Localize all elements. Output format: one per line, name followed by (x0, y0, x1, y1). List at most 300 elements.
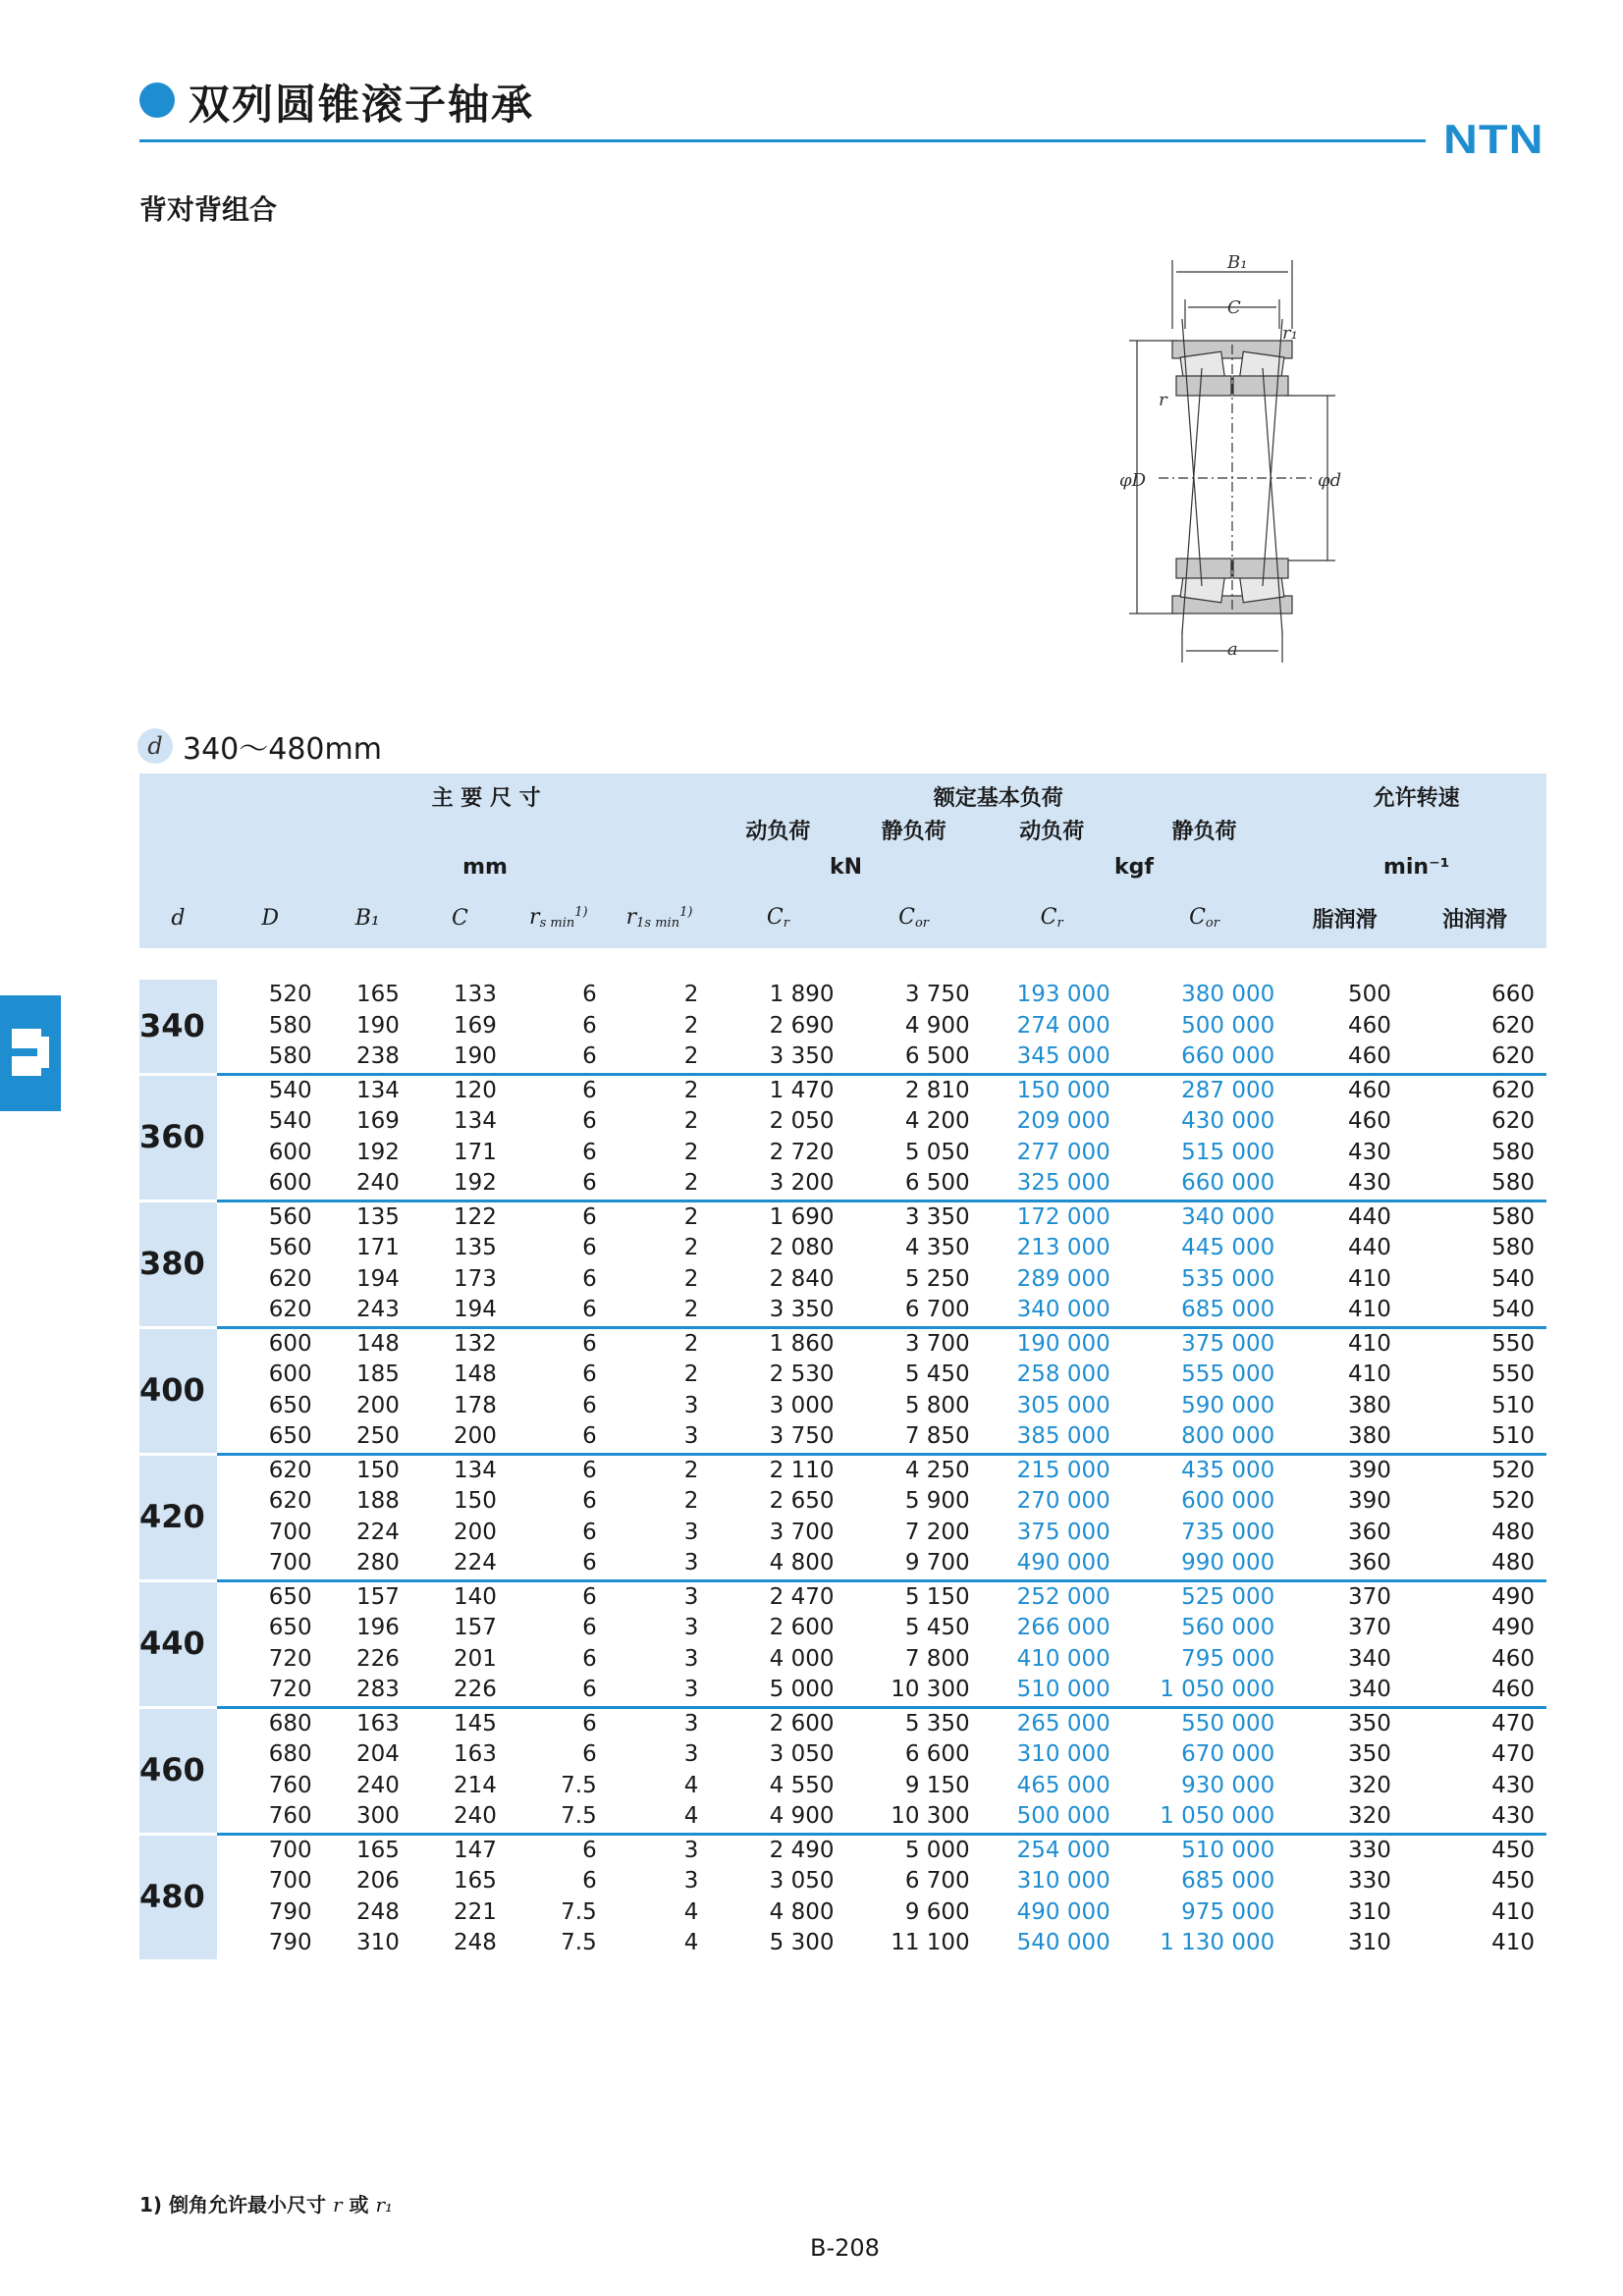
table-cell: 4 800 (769, 1550, 835, 1575)
table-cell: 410 000 (1016, 1645, 1110, 1672)
section-side-tab (0, 995, 61, 1111)
table-cell: 9 700 (904, 1550, 970, 1575)
table-cell: 178 (454, 1392, 497, 1418)
table-cell: 2 (683, 1488, 699, 1514)
table-cell: 385 000 (1016, 1423, 1110, 1449)
col-header-oil: 油润滑 (1403, 887, 1546, 948)
table-row (139, 1548, 1546, 1580)
brand-logo: NTN (1443, 116, 1544, 162)
table-cell: 410 (1347, 1297, 1391, 1322)
table-cell: 10 300 (891, 1677, 970, 1702)
table-cell: 2 (609, 1327, 711, 1360)
table-cell: 6 (582, 1868, 597, 1894)
header-dynamic-kgf: 动负荷 (982, 814, 1122, 846)
table-cell: 580 (268, 1043, 312, 1069)
table-cell: 6 700 (904, 1297, 970, 1322)
table-cell: 700 (217, 1834, 324, 1866)
table-cell: 224 (454, 1550, 497, 1575)
table-cell: 310 000 (1016, 1741, 1110, 1767)
table-cell: 5 450 (904, 1615, 970, 1640)
diagram-label-r: r (1159, 390, 1167, 410)
table-cell: 460 (1491, 1645, 1535, 1672)
diagram-label-a: a (1227, 639, 1238, 660)
table-cell: 4 550 (769, 1772, 835, 1798)
table-cell: 580 (1491, 1235, 1535, 1260)
table-cell: 6 500 (904, 1170, 970, 1196)
table-cell: 148 (454, 1362, 497, 1387)
table-cell: 2 (683, 1170, 699, 1196)
table-cell: 4 000 (769, 1645, 835, 1672)
table-cell: 540 (217, 1074, 324, 1106)
table-cell: 430 (1347, 1139, 1391, 1165)
table-cell: 550 000 (1122, 1707, 1287, 1739)
table-cell: 226 (454, 1677, 497, 1702)
table-row (139, 1011, 1546, 1042)
table-cell: 5 000 (769, 1677, 835, 1702)
table-cell: 2 600 (710, 1707, 845, 1739)
table-cell: 165 (454, 1868, 497, 1894)
table-cell: 2 650 (769, 1488, 835, 1514)
table-cell: 510 (1491, 1392, 1535, 1418)
table-cell: 620 (217, 1454, 324, 1486)
table-row (139, 1201, 1546, 1233)
header-static-kn: 静负荷 (846, 814, 982, 846)
table-cell: 310 (1347, 1898, 1391, 1925)
table-cell: 515 000 (1181, 1139, 1275, 1165)
table-cell: 510 (1491, 1423, 1535, 1449)
table-cell: 150 000 (982, 1074, 1122, 1106)
table-cell: 169 (454, 1012, 497, 1039)
table-cell: 289 000 (1016, 1265, 1110, 1292)
table-cell: 192 (454, 1170, 497, 1196)
table-cell: 172 000 (982, 1201, 1122, 1233)
table-cell: 700 (268, 1550, 312, 1575)
table-cell: 240 (355, 1772, 400, 1798)
table-cell: 193 000 (1016, 982, 1110, 1007)
table-row (139, 1106, 1546, 1138)
table-cell: 3 (609, 1580, 711, 1613)
table-cell: 3 (609, 1834, 711, 1866)
table-cell: 171 (454, 1139, 497, 1165)
table-cell: 490 (1491, 1615, 1535, 1640)
table-cell: 277 000 (1016, 1139, 1110, 1165)
table-cell: 192 (355, 1139, 400, 1165)
table-cell: 3 350 (769, 1043, 835, 1069)
table-row (139, 1834, 1546, 1866)
bore-diameter-cell: 480 (139, 1834, 217, 1959)
table-cell: 590 000 (1181, 1392, 1275, 1418)
table-cell: 196 (355, 1615, 400, 1640)
table-row (139, 1897, 1546, 1929)
table-cell: 1 860 (710, 1327, 845, 1360)
table-cell: 450 (1491, 1868, 1535, 1894)
table-cell: 6 500 (904, 1043, 970, 1069)
table-cell: 5 000 (846, 1834, 982, 1866)
table-cell: 5 250 (904, 1265, 970, 1292)
footnote (139, 2189, 393, 2217)
table-cell: 620 (268, 1297, 312, 1322)
table-cell: 3 200 (769, 1170, 835, 1196)
table-cell: 270 000 (1016, 1488, 1110, 1514)
table-cell: 930 000 (1181, 1772, 1275, 1798)
bore-symbol-icon: d (137, 728, 173, 764)
table-cell: 194 (355, 1265, 400, 1292)
table-cell: 7.5 (561, 1898, 597, 1925)
table-row (139, 1518, 1546, 1549)
table-cell: 3 (683, 1868, 699, 1894)
bore-diameter-cell: 420 (139, 1454, 217, 1580)
table-cell: 650 (217, 1580, 324, 1613)
table-cell: 243 (355, 1297, 400, 1322)
table-cell: 6 (582, 1741, 597, 1767)
diagram-label-phi-inner: φd (1318, 470, 1342, 491)
table-cell: 4 900 (904, 1012, 970, 1039)
table-cell: 460 (1491, 1677, 1535, 1702)
table-cell: 680 (217, 1707, 324, 1739)
table-cell: 410 (1286, 1327, 1403, 1360)
table-cell: 380 (1347, 1423, 1391, 1449)
table-cell: 135 (324, 1201, 411, 1233)
table-cell: 760 (268, 1772, 312, 1798)
rs-symbol: r (529, 905, 540, 930)
table-cell: 157 (454, 1615, 497, 1640)
table-cell: 163 (324, 1707, 411, 1739)
table-cell: 248 (454, 1930, 497, 1955)
table-cell: 194 (454, 1297, 497, 1322)
table-cell: 535 000 (1181, 1265, 1275, 1292)
table-cell: 3 (683, 1519, 699, 1545)
table-cell: 1 690 (710, 1201, 845, 1233)
table-cell: 4 900 (769, 1803, 835, 1829)
table-cell: 254 000 (982, 1834, 1122, 1866)
table-cell: 120 (411, 1074, 509, 1106)
table-row (139, 1613, 1546, 1644)
table-cell: 150 (454, 1488, 497, 1514)
table-cell: 5 800 (904, 1392, 970, 1418)
table-cell: 2 690 (769, 1012, 835, 1039)
table-cell: 7 800 (904, 1645, 970, 1672)
table-cell: 540 (1491, 1265, 1535, 1292)
table-cell: 735 000 (1181, 1519, 1275, 1545)
table-cell: 6 700 (904, 1868, 970, 1894)
table-cell: 680 (268, 1741, 312, 1767)
table-cell: 200 (454, 1423, 497, 1449)
table-cell: 620 (268, 1265, 312, 1292)
table-cell: 190 (355, 1012, 400, 1039)
table-cell: 435 000 (1122, 1454, 1287, 1486)
table-cell: 460 (1347, 1043, 1391, 1069)
table-cell: 340 (1347, 1677, 1391, 1702)
bore-diameter-cell: 340 (139, 980, 217, 1074)
col-header-cr-kgf: $C_r$ (982, 887, 1122, 948)
table-cell: 6 (509, 1201, 609, 1233)
col-header-r1s (609, 887, 711, 948)
col-header-cor-kn: $C_{or}$ (846, 887, 982, 948)
table-cell: 340 (1347, 1645, 1391, 1672)
r1s-symbol: r (625, 905, 637, 930)
table-cell: 460 (1347, 1012, 1391, 1039)
table-cell: 283 (355, 1677, 400, 1702)
page-title: 双列圆锥滚子轴承 (189, 80, 535, 129)
table-cell: 685 000 (1181, 1868, 1275, 1894)
table-cell: 4 800 (769, 1898, 835, 1925)
table-cell: 3 350 (846, 1201, 982, 1233)
table-cell: 6 (509, 1074, 609, 1106)
bore-diameter-cell: 380 (139, 1201, 217, 1327)
table-cell: 445 000 (1181, 1235, 1275, 1260)
bore-diameter-cell: 460 (139, 1707, 217, 1834)
table-cell: 148 (324, 1327, 411, 1360)
table-cell: 240 (454, 1803, 497, 1829)
table-cell: 6 (582, 1043, 597, 1069)
table-cell: 460 (1286, 1074, 1403, 1106)
table-cell: 525 000 (1122, 1580, 1287, 1613)
table-cell: 440 (1286, 1201, 1403, 1233)
table-cell: 465 000 (1016, 1772, 1110, 1798)
table-cell: 134 (324, 1074, 411, 1106)
table-row (139, 1041, 1546, 1074)
col-header-grease: 脂润滑 (1286, 887, 1403, 948)
table-cell: 200 (355, 1392, 400, 1418)
table-cell: 3 700 (769, 1519, 835, 1545)
table-cell: 3 750 (769, 1423, 835, 1449)
table-cell: 200 (454, 1519, 497, 1545)
table-cell: 6 (582, 1297, 597, 1322)
table-cell: 340 000 (1016, 1297, 1110, 1322)
bore-range-text: 340～480mm (183, 732, 382, 767)
table-cell: 320 (1347, 1772, 1391, 1798)
table-row (139, 1486, 1546, 1518)
table-cell: 430 000 (1181, 1108, 1275, 1134)
table-cell: 450 (1403, 1834, 1546, 1866)
table-cell: 190 (454, 1043, 497, 1069)
table-cell: 2 (683, 1362, 699, 1387)
col-header-D: D (217, 887, 324, 948)
table-cell: 350 (1347, 1741, 1391, 1767)
table-cell: 470 (1403, 1707, 1546, 1739)
table-cell: 2 (683, 982, 699, 1007)
table-row (139, 1360, 1546, 1391)
table-cell: 600 (217, 1327, 324, 1360)
table-cell: 650 (268, 1423, 312, 1449)
table-cell: 620 (1491, 1043, 1535, 1069)
col-header-cor-kgf: $C_{or}$ (1122, 887, 1287, 948)
table-cell: 410 (1347, 1362, 1391, 1387)
header-allow-speed: 允许转速 (1286, 774, 1546, 814)
table-cell: 360 (1347, 1519, 1391, 1545)
table-row (139, 1168, 1546, 1201)
table-cell: 310 (1347, 1930, 1391, 1955)
table-cell: 213 000 (1016, 1235, 1110, 1260)
title-bullet-icon (139, 82, 175, 118)
table-cell: 280 (355, 1550, 400, 1575)
table-cell: 2 110 (710, 1454, 845, 1486)
table-cell: 410 (1491, 1898, 1535, 1925)
table-cell: 214 (454, 1772, 497, 1798)
table-cell: 390 (1286, 1454, 1403, 1486)
table-cell: 6 (582, 1423, 597, 1449)
table-cell: 300 (355, 1803, 400, 1829)
table-cell: 2 (609, 1454, 711, 1486)
table-cell: 580 (1491, 1170, 1535, 1196)
table-cell: 6 (582, 1550, 597, 1575)
col-header-C: C (411, 887, 509, 948)
table-cell: 550 (1491, 1362, 1535, 1387)
table-cell: 500 000 (1016, 1803, 1110, 1829)
table-cell: 390 (1347, 1488, 1391, 1514)
table-cell: 9 600 (904, 1898, 970, 1925)
table-cell: 7.5 (561, 1772, 597, 1798)
table-cell: 600 (268, 1139, 312, 1165)
table-cell: 3 (683, 1645, 699, 1672)
table-cell: 122 (411, 1201, 509, 1233)
table-cell: 6 (582, 1645, 597, 1672)
table-cell: 3 700 (846, 1327, 982, 1360)
table-cell: 720 (268, 1677, 312, 1702)
table-header-row-3 (139, 846, 1546, 887)
table-cell: 2 530 (769, 1362, 835, 1387)
table-cell: 3 (683, 1392, 699, 1418)
table-cell: 2 (683, 1108, 699, 1134)
table-cell: 3 (683, 1677, 699, 1702)
table-cell: 6 (582, 1235, 597, 1260)
table-cell: 520 (1491, 1488, 1535, 1514)
table-cell: 157 (324, 1580, 411, 1613)
header-unit-mm: mm (324, 846, 509, 887)
table-cell: 305 000 (1016, 1392, 1110, 1418)
table-cell: 3 (683, 1423, 699, 1449)
table-cell: 375 000 (1016, 1519, 1110, 1545)
table-cell: 2 470 (710, 1580, 845, 1613)
diagram-label-r1: r₁ (1282, 323, 1298, 344)
table-cell: 580 (268, 1012, 312, 1039)
table-cell: 380 000 (1181, 982, 1275, 1007)
table-cell: 6 (582, 1170, 597, 1196)
table-cell: 660 000 (1181, 1170, 1275, 1196)
col-header-d: d (139, 887, 217, 948)
table-cell: 4 250 (846, 1454, 982, 1486)
table-cell: 620 (1491, 1108, 1535, 1134)
table-cell: 173 (454, 1265, 497, 1292)
table-cell: 1 890 (769, 982, 835, 1007)
table-cell: 540 (1491, 1297, 1535, 1322)
table-cell: 600 (268, 1170, 312, 1196)
table-cell: 790 (268, 1930, 312, 1955)
header-rated-load: 额定基本负荷 (710, 774, 1286, 814)
table-cell: 3 (683, 1550, 699, 1575)
table-cell: 6 (582, 1012, 597, 1039)
footnote-text: 1) 倒角允许最小尺寸 (139, 2193, 327, 2216)
table-cell: 410 (1491, 1930, 1535, 1955)
table-cell: 440 (1347, 1235, 1391, 1260)
table-cell: 600 (268, 1362, 312, 1387)
table-cell: 620 (1403, 1074, 1546, 1106)
table-cell: 201 (454, 1645, 497, 1672)
table-cell: 1 050 000 (1160, 1677, 1275, 1702)
table-row (139, 1739, 1546, 1771)
table-cell: 5 450 (904, 1362, 970, 1387)
table-cell: 340 000 (1122, 1201, 1287, 1233)
table-cell: 6 (509, 1327, 609, 1360)
table-cell: 800 000 (1181, 1423, 1275, 1449)
table-cell: 7 200 (904, 1519, 970, 1545)
table-cell: 226 (355, 1645, 400, 1672)
table-cell: 185 (355, 1362, 400, 1387)
table-cell: 310 (355, 1930, 400, 1955)
table-cell: 670 000 (1181, 1741, 1275, 1767)
table-cell: 258 000 (1016, 1362, 1110, 1387)
table-cell: 1 130 000 (1160, 1930, 1275, 1955)
table-cell: 685 000 (1181, 1297, 1275, 1322)
table-cell: 2 720 (769, 1139, 835, 1165)
header-main-dims: 主 要 尺 寸 (324, 774, 711, 814)
table-cell: 6 600 (904, 1741, 970, 1767)
table-row (139, 1644, 1546, 1676)
header-unit-kgf: kgf (982, 846, 1287, 887)
table-cell: 660 (1491, 982, 1535, 1007)
table-cell: 145 (411, 1707, 509, 1739)
table-body (139, 980, 1546, 1959)
table-cell: 150 (324, 1454, 411, 1486)
table-cell: 248 (355, 1898, 400, 1925)
table-cell: 580 (1403, 1201, 1546, 1233)
table-cell: 460 (1347, 1108, 1391, 1134)
footnote-r: r (333, 2193, 343, 2216)
table-cell: 274 000 (1016, 1012, 1110, 1039)
table-cell: 795 000 (1181, 1645, 1275, 1672)
table-cell: 2 (609, 1074, 711, 1106)
table-row (139, 1233, 1546, 1264)
table-cell: 490 (1403, 1580, 1546, 1613)
table-cell: 555 000 (1181, 1362, 1275, 1387)
table-cell: 975 000 (1181, 1898, 1275, 1925)
table-cell: 480 (1491, 1550, 1535, 1575)
table-cell: 2 (683, 1297, 699, 1322)
table-cell: 2 080 (769, 1235, 835, 1260)
table-cell: 224 (355, 1519, 400, 1545)
section-subtitle: 背对背组合 (139, 193, 278, 226)
bearing-tab-icon (8, 1023, 53, 1082)
table-cell: 171 (355, 1235, 400, 1260)
table-cell: 6 (509, 1454, 609, 1486)
table-cell: 6 (582, 1108, 597, 1134)
table-cell: 480 (1491, 1519, 1535, 1545)
table-cell: 375 000 (1122, 1327, 1287, 1360)
table-cell: 500 000 (1181, 1012, 1275, 1039)
table-cell: 2 (683, 1139, 699, 1165)
col-header-rs (509, 887, 609, 948)
bore-range (137, 724, 382, 768)
table-cell: 134 (411, 1454, 509, 1486)
footnote-r1: r₁ (375, 2193, 394, 2216)
table-cell: 2 (683, 1265, 699, 1292)
table-cell: 520 (268, 982, 312, 1007)
table-cell: 265 000 (982, 1707, 1122, 1739)
table-cell: 3 050 (769, 1868, 835, 1894)
r1s-subscript: 1s min (636, 916, 680, 931)
table-cell: 188 (355, 1488, 400, 1514)
table-cell: 540 (268, 1108, 312, 1134)
table-cell: 169 (355, 1108, 400, 1134)
table-cell: 6 (509, 1580, 609, 1613)
table-cell: 287 000 (1122, 1074, 1287, 1106)
table-cell: 11 100 (891, 1930, 970, 1955)
table-cell: 2 (683, 1012, 699, 1039)
table-cell: 550 (1403, 1327, 1546, 1360)
table-cell: 650 (268, 1392, 312, 1418)
table-cell: 6 (582, 1139, 597, 1165)
table-cell: 370 (1347, 1615, 1391, 1640)
